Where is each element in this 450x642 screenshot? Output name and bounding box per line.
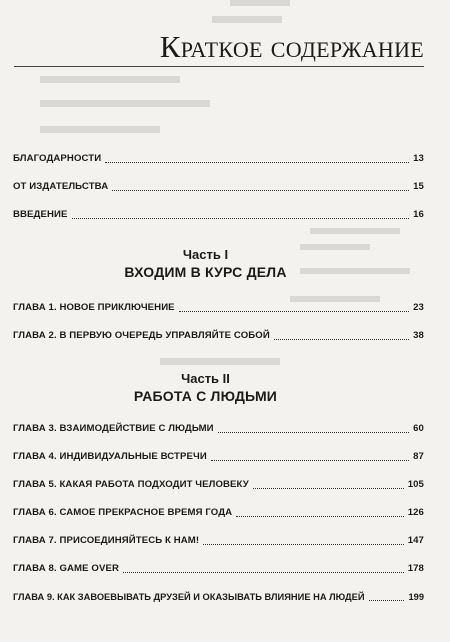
- toc-entry-label: ГЛАВА 1. НОВОЕ ПРИКЛЮЧЕНИЕ: [13, 302, 175, 313]
- toc-entry-label: ГЛАВА 4. ИНДИВИДУАЛЬНЫЕ ВСТРЕЧИ: [13, 451, 207, 462]
- dot-leader: [274, 339, 409, 340]
- toc-entry-page: 178: [407, 563, 424, 574]
- toc-entry-page: 87: [413, 451, 424, 462]
- toc-entry-chapter-8[interactable]: [13, 560, 424, 576]
- dot-leader: [72, 218, 410, 219]
- dot-leader: [236, 516, 404, 517]
- toc-entry-page: 60: [413, 423, 424, 434]
- part-number: Часть II: [181, 371, 230, 386]
- toc-entry-label: ГЛАВА 9. КАК ЗАВОЕВЫВАТЬ ДРУЗЕЙ И ОКАЗЫВАТЬ ВЛИЯНИЕ НА ЛЮДЕЙ: [13, 592, 365, 602]
- title-divider: [14, 66, 424, 67]
- toc-entry-chapter-4[interactable]: [13, 448, 424, 464]
- toc-entry-acknowledgements[interactable]: [13, 150, 424, 166]
- dot-leader: [253, 488, 404, 489]
- toc-entry-chapter-5[interactable]: [13, 476, 424, 492]
- toc-entry-label: ГЛАВА 2. В ПЕРВУЮ ОЧЕРЕДЬ УПРАВЛЯЙТЕ СОБОЙ: [13, 330, 270, 341]
- toc-entry-page: 38: [413, 330, 424, 341]
- toc-entry-chapter-9[interactable]: [13, 588, 424, 604]
- dot-leader: [218, 432, 409, 433]
- part-heading-2: [13, 371, 398, 405]
- toc-entry-chapter-7[interactable]: [13, 532, 424, 548]
- page-title: Краткое содержание: [159, 29, 424, 64]
- toc-entry-page: 199: [408, 592, 424, 602]
- dot-leader: [105, 162, 409, 163]
- toc-entry-label: ОТ ИЗДАТЕЛЬСТВА: [13, 181, 109, 192]
- toc-entry-label: БЛАГОДАРНОСТИ: [13, 153, 102, 164]
- toc-entry-page: 13: [413, 153, 424, 164]
- page-header: [0, 30, 424, 64]
- toc-entry-chapter-1[interactable]: [13, 299, 424, 315]
- toc-entry-chapter-3[interactable]: [13, 420, 424, 436]
- toc-entry-label: ГЛАВА 7. ПРИСОЕДИНЯЙТЕСЬ К НАМ!: [13, 535, 200, 546]
- toc-entry-page: 23: [413, 302, 424, 313]
- toc-entry-label: ГЛАВА 5. КАКАЯ РАБОТА ПОДХОДИТ ЧЕЛОВЕКУ: [13, 479, 249, 490]
- toc-entry-chapter-6[interactable]: [13, 504, 424, 520]
- toc-entry-publisher-note[interactable]: [13, 178, 424, 194]
- part-number: Часть I: [182, 247, 229, 262]
- toc-entry-introduction[interactable]: [13, 206, 424, 222]
- toc-entry-label: ГЛАВА 6. САМОЕ ПРЕКРАСНОЕ ВРЕМЯ ГОДА: [13, 507, 233, 518]
- dot-leader: [179, 311, 409, 312]
- dot-leader: [112, 190, 409, 191]
- toc-entry-chapter-2[interactable]: [13, 327, 424, 343]
- toc-entry-page: 147: [407, 535, 424, 546]
- dot-leader: [203, 544, 404, 545]
- toc-entry-label: ГЛАВА 8. GAME OVER: [13, 563, 120, 574]
- dot-leader: [123, 572, 404, 573]
- toc-entry-page: 15: [413, 181, 424, 192]
- toc-entry-label: ВВЕДЕНИЕ: [13, 209, 68, 220]
- part-name: РАБОТА С ЛЮДЬМИ: [133, 388, 278, 404]
- part-heading-1: [13, 247, 398, 281]
- toc-entry-page: 126: [407, 507, 424, 518]
- toc-entry-label: ГЛАВА 3. ВЗАИМОДЕЙСТВИЕ С ЛЮДЬМИ: [13, 423, 214, 434]
- toc-entry-page: 105: [407, 479, 424, 490]
- dot-leader: [211, 460, 409, 461]
- dot-leader: [369, 600, 405, 601]
- toc-entry-page: 16: [413, 209, 424, 220]
- part-name: ВХОДИМ В КУРС ДЕЛА: [124, 264, 287, 280]
